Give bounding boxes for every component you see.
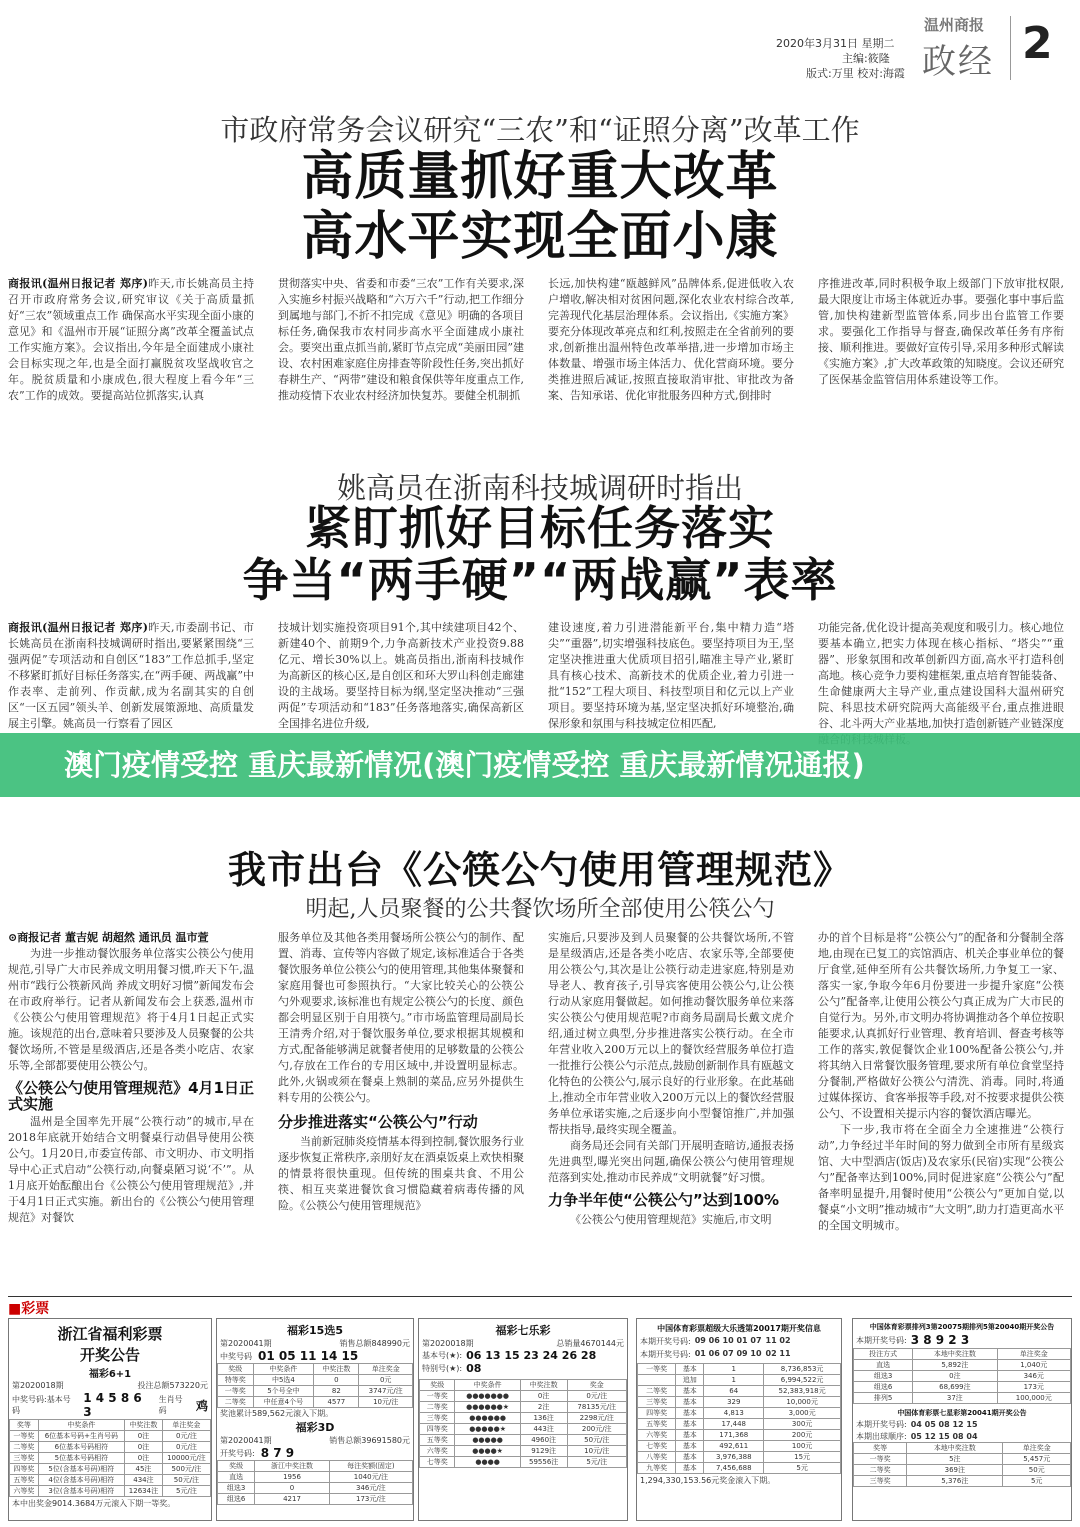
table-row: 六等奖 ●●●●★ 9129注 10元/注	[420, 1446, 627, 1457]
box5-follow2: 05 12 15 08 04	[910, 1432, 978, 1441]
box1-th: 单注奖金	[162, 1420, 210, 1431]
box4-title: 中国体育彩票超级大乐透第20017期开奖信息	[657, 1324, 821, 1333]
table-row: 组选6 4217 173元/注	[218, 1494, 413, 1505]
box5-numbers: 3 8 9 2 3	[910, 1333, 970, 1347]
article2-column-3: 建设速度,着力引进潜能新平台,集中精力造“塔尖”“重器”,切实增强科技底色。要坚持项目为王,坚定坚决推进重大优质项目招引,瞄准主导产业,紧盯具有核心技术、高新技术的优质企业,着力引进一批“152”工程大项目、科技型项目和亿元以上产业项目。要坚持环境为基,坚定坚决抓好环境整治,确保形象和氛围与科技城定位相匹配,	[548, 621, 794, 730]
article3-text-1a: 为进一步推动餐饮服务单位落实公筷公勺使用规范,引导广大市民养成文明用餐习惯,昨天下午,温州市“践行公筷新风尚 养成文明好习惯”新闻发布会在市政府举行。记者从新闻发布会上获悉,温州市《公筷公勺使用管理规范》将于4月1日起正式实施。该规范的出台,意味着只要涉及人员聚餐的公共餐饮场所,不管是星级酒店,还是各类小吃店、农家乐等,全部都要使用公筷公勺。	[8, 947, 254, 1072]
table-row: 一等奖 5注 5,457元	[854, 1454, 1071, 1465]
box5-numbers-label: 本期开奖号码:	[856, 1335, 907, 1345]
lottery-section-label: ■彩票	[8, 1301, 50, 1317]
editor-credit: 主编:筱隆	[842, 52, 890, 65]
table-row: 直选 5,892注 1,040元	[854, 1360, 1071, 1371]
box1-footer: 本中出奖金9014.3684万元滚入下期一等奖。	[12, 1499, 176, 1508]
table-row: 四等奖 5位(含基本号码)相符 45注 500元/注	[10, 1464, 211, 1475]
box5-title2: 中国体育彩票七星彩第20041期开奖公告	[897, 1409, 1027, 1417]
box1-basic-label: 中奖号码:基本号码	[12, 1395, 71, 1415]
box5-numbers2: 04 05 08 12 15	[910, 1420, 978, 1429]
table-row: 三等奖 基本 329 10,000元	[638, 1397, 841, 1408]
table-row: 五等奖 ●●●●● 4960注 50元/注	[420, 1435, 627, 1446]
article3-column-1	[8, 930, 254, 1275]
box2-table2: 奖级 浙江中奖注数 每注奖额(固定) 直选 1956 1040元/注 组选3 0 346元/注 组选6 4217 173元/注	[217, 1460, 413, 1505]
article3-subhead-3: 力争半年使“公筷公勺”达到100%	[548, 1191, 780, 1209]
table-row: 二等奖 369注 50元	[854, 1465, 1071, 1476]
table-row: 二等奖 基本 64 52,383,918元	[638, 1386, 841, 1397]
box2-numbers: 01 05 11 14 15	[258, 1349, 359, 1363]
table-row: 七等奖 ●●●● 59556注 5元/注	[420, 1457, 627, 1468]
box1-zodiac-label: 生肖号码	[158, 1395, 183, 1415]
box2-numbers2: 8 7 9	[260, 1446, 295, 1460]
article3-text-3b: 商务局还会同有关部门开展明查暗访,通报表扬先进典型,曝光突出问题,确保公筷公勺使用管理规范落到实处,推动市民养成“文明就餐”好习惯。	[548, 1139, 794, 1184]
box1-sales: 投注总额573220元	[137, 1381, 208, 1390]
table-row: 追加 1 6,994,522元	[638, 1375, 841, 1386]
lottery-box-pl3-qxc	[852, 1318, 1072, 1521]
masthead-divider	[1010, 16, 1011, 80]
box4-front-label: 本期开奖号码:	[640, 1337, 691, 1346]
table-row: 八等奖 基本 3,976,388 15元	[638, 1452, 841, 1463]
box4-table	[637, 1363, 841, 1474]
box3-numbers: 06 13 15 23 24 26 28	[466, 1349, 597, 1362]
table-row: 一等奖 基本 1 8,736,853元	[638, 1364, 841, 1375]
article1-column-1	[8, 276, 254, 426]
article3-subhead-2: 分步推进落实“公筷公勺”行动	[278, 1113, 478, 1131]
article2-text-1: 昨天,市委副书记、市长姚高员在浙南科技城调研时指出,要紧紧围绕“三强两促”专项活动和自创区“183”工作总抓手,坚定不移紧盯抓好目标任务落实,在“两手硬、两战赢”中作表率、走前列、作贡献,成为名副其实的自创区“一区五园”领头羊、创新发展策源地、高质量发展主引擎。姚高员一行察看了园区	[8, 621, 254, 730]
article1-headline-line1: 高质量抓好重大改革	[301, 147, 779, 207]
box5-table: 投注方式 本地中奖注数 单注奖金 直选 5,892注 1,040元 组选3 0注 346元 组选6 68,699注 173元 排列5 37注 100,000元	[853, 1348, 1071, 1404]
box3-table: 奖级 中奖条件 中奖注数 奖金 一等奖 ●●●●●●● 0注 0元/注 二等奖 ●●●●●●★ 2注 78135元/注 三等奖 ●●●●●● 136注 2298元/注 四等奖 ●●●●●★ 443注 200元/注 五等奖 ●●●●● 4960注 50元/注 六等奖 ●●●●★ 9129注 10元/注 七等奖 ●●●● 59556注 5元/注	[419, 1379, 627, 1468]
article3-byline: ⊙商报记者 董吉妮 胡超然 通讯员 温市萱	[8, 931, 209, 944]
box4-back: 11 02	[765, 1336, 791, 1345]
article3-text-3c: 《公筷公勺使用管理规范》实施后,市文明	[570, 1213, 772, 1226]
table-row: 直选 1956 1040元/注	[218, 1472, 413, 1483]
article3-column-2	[278, 930, 524, 1275]
box2-numbers-label: 中奖号码	[220, 1351, 252, 1361]
overlay-title-banner[interactable]: 澳门疫情受控 重庆最新情况(澳门疫情受控 重庆最新情况通报)	[0, 733, 1080, 797]
box2-period2: 第2020041期	[220, 1436, 272, 1445]
table-row: 九等奖 基本 7,456,688 5元	[638, 1463, 841, 1474]
article2-headline-line2: 争当“两手硬”“两战赢”表率	[242, 553, 838, 607]
table-row: 五等奖 基本 17,448 300元	[638, 1419, 841, 1430]
article1-headline-line2: 高水平实现全面小康	[301, 207, 779, 267]
box1-table	[9, 1419, 211, 1497]
box2-title2: 福彩3D	[295, 1421, 335, 1434]
article3-subtitle: 明起,人员聚餐的公共餐饮场所全部使用公筷公勺	[305, 897, 775, 922]
box3-title: 福彩七乐彩	[495, 1324, 551, 1337]
article3-text-1b: 温州是全国率先开展“公筷行动”的城市,早在2018年底就开始结合文明餐桌行动倡导使用公筷公勺。1月20日,市委宣传部、市文明办、市文明指导中心正式启动“公筷行动,向餐桌陋习说‘不’”。从1月底开始酝酿出台《公筷公勺使用管理规范》,并于4月1日正式实施。新出台的《公筷公勺使用管理规范》对餐饮	[8, 1115, 254, 1224]
article1-column-3: 长远,加快构建“瓯越鲜风”品牌体系,促进低收入农户增收,解决相对贫困问题,深化农业农村综合改革,完善现代化基层治理体系。会议指出,《实施方案》要充分体现改革亮点和红利,按照走在全省前列的要求,创新推出温州特色改革举措,进一步增加市场主体数量、增强市场主体活力、优化营商环境。要分类推进照后减证,按照直接取消审批、审批改为备案、告知承诺、优化审批服务四种方式,倒排时	[548, 277, 794, 402]
article2-kicker: 姚高员在浙南科技城调研时指出	[336, 471, 743, 505]
box1-title2: 开奖公告	[79, 1346, 140, 1364]
article3-text-3a: 实施后,只要涉及到人员聚餐的公共餐饮场所,不管是星级酒店,还是各类小吃店、农家乐等,全部要使用公筷公勺,其次是让公筷行动走进家庭,特别是劝导老人、教育孩子,引导宾客使用公筷公勺,让公筷行动从家庭用餐做起。如何推动餐饮服务单位来落实公筷公勺使用规范呢?市商务局副局长戴文虎介绍,通过树立典型,分步推进落实公筷行动。在全市年营业收入200万元以上的餐饮经营服务单位打造一批推行公筷公勺示范点,鼓励创新制作具有瓯越文化特色的公筷公勺,展示良好的行业形象。在此基础上,推动全市年营业收入200万元以上的餐饮经营服务单位承诺实施,之后逐步向小型餐馆推广,并加强帮扶指导,最终实现全覆盖。	[548, 931, 794, 1136]
lottery-box-qlc	[418, 1318, 628, 1521]
table-row: 三等奖 ●●●●●● 136注 2298元/注	[420, 1413, 627, 1424]
box1-period: 第2020018期	[12, 1381, 64, 1390]
paper-name: 温州商报	[924, 16, 985, 34]
article1-byline: 商报讯(温州日报记者 郑序)	[8, 277, 148, 290]
article3-subhead-1: 《公筷公勺使用管理规范》4月1日正式实施	[8, 1079, 254, 1113]
table-row: 六等奖 基本 171,368 200元	[638, 1430, 841, 1441]
box4-follow-back: 02 11	[765, 1349, 791, 1358]
box1-th: 中奖注数	[125, 1420, 163, 1431]
article3-column-3	[548, 930, 794, 1275]
article3-text-2b: 当前新冠肺炎疫情基本得到控制,餐饮服务行业逐步恢复正常秩序,亲朋好友在酒桌饭桌上欢快相聚的情景将很快重现。但传统的围桌共食、不用公筷、相互夹菜进餐饮食习惯隐藏着病毒传播的风险。《公筷公勺使用管理规范》	[278, 1135, 524, 1212]
lottery-box-dlt	[636, 1318, 842, 1521]
box1-numbers: 1 4 5 8 6 3	[83, 1391, 142, 1419]
section-name: 政经	[922, 42, 994, 82]
layout-credit: 版式:万里 校对:海霞	[806, 67, 905, 80]
box3-basic-label: 基本号(★):	[422, 1351, 463, 1360]
article2-column-2: 技城计划实施投资项目91个,其中续建项目42个、新建40个、前期9个,力争高新技术产业投资9.88亿元、增长30%以上。姚高员指出,浙南科技城作为高新区的核心区,是自创区和环大罗山科创走廊建设的主战场。要坚持目标为纲,坚定坚决推动“三强两促”专项活动和“183”任务落地落实,确保高新区全国排名进位升级,	[278, 621, 524, 730]
box1-game: 福彩6+1	[88, 1369, 132, 1380]
table-row: 一等奖 6位基本号码+生肖号码 0注 0元/注	[10, 1431, 211, 1442]
box2-sales2: 销售总额39691580元	[329, 1436, 410, 1445]
table-row: 三等奖 5,376注 5元	[854, 1476, 1071, 1487]
box4-follow-label: 本期开奖号码:	[640, 1350, 691, 1359]
page-number: 2	[1022, 18, 1053, 69]
table-row: 四等奖 基本 4,813 3,000元	[638, 1408, 841, 1419]
box2-title: 福彩15选5	[287, 1324, 343, 1337]
table-row: 组选3 0注 346元	[854, 1371, 1071, 1382]
box4-follow: 01 06 07 09 10	[694, 1349, 762, 1358]
box3-sales: 总销量4670144元	[556, 1339, 624, 1348]
article1-column-2: 贯彻落实中央、省委和市委“三农”工作有关要求,深入实施乡村振兴战略和“六万六千”行动,把工作细分到属地与部门,不折不扣完成《意见》明确的各项目标任务,确保我市农村同步高水平全面建成小康社会。要突出重点抓当前,紧盯节点完成“美丽田园”建设、农村困难家庭住房排查等阶段性任务,突出抓好春耕生产、“两带”建设和粮食保供等年度重点工作,推动疫情下农业农村经济加快复苏。要健全机制抓	[278, 277, 524, 402]
lottery-box-fc61	[8, 1318, 212, 1521]
table-row: 一等奖 ●●●●●●● 0注 0元/注	[420, 1391, 627, 1402]
box4-front: 09 06 10 01 07	[694, 1336, 762, 1345]
table-row: 特等奖 中5选4 0 0元	[218, 1375, 413, 1386]
article3-headline: 我市出台《公筷公勺使用管理规范》	[227, 848, 852, 892]
table-row: 组选6 68,699注 173元	[854, 1382, 1071, 1393]
article2-headline-line1: 紧盯抓好目标任务落实	[305, 501, 775, 555]
lottery-box-fc15x5-3d	[216, 1318, 414, 1521]
article1-kicker: 市政府常务会议研究“三农”和“证照分离”改革工作	[220, 113, 860, 147]
table-row: 二等奖 中任意4个号 4577 10元/注	[218, 1397, 413, 1408]
table-row: 一等奖 5个号全中 82 3747元/注	[218, 1386, 413, 1397]
box2-sales: 销售总额848990元	[339, 1339, 410, 1348]
box3-special-label: 特别号(★):	[422, 1364, 463, 1373]
article2-column-4: 功能完备,优化设计提高美观度和吸引力。核心地位要基本确立,把实力体现在核心指标、“塔尖”“重器”、形象氛围和改革创新四方面,高水平打造科创高地。核心竞争力要构建框架,重点培育智能装备、生命健康两大主导产业,重点建设国科大温州研究院、科思技术研究院两大高能级平台,重点推进眼谷、北斗两大产业基地,加快打造创新链产业链深度	[818, 621, 1064, 730]
table-row: 组选3 0 346元/注	[218, 1483, 413, 1494]
table-row: 三等奖 5位基本号码相符 0注 10000元/注	[10, 1453, 211, 1464]
box1-zodiac: 鸡	[195, 1398, 208, 1413]
box3-special: 08	[466, 1362, 482, 1375]
table-row: 二等奖 ●●●●●●★ 2注 78135元/注	[420, 1402, 627, 1413]
box1-title1: 浙江省福利彩票	[57, 1325, 163, 1343]
table-row: 六等奖 3位(含基本号码)相符 12634注 5元/注	[10, 1486, 211, 1497]
article3-text-4b: 下一步,我市将在全面全力全速推进“公筷行动”,力争经过半年时间的努力做到全市所有星级宾馆、大中型酒店(饭店)及农家乐(民宿)实现“公筷公勺”配备率达到100%,同时促进家庭“公筷公勺”配备率明显提升,用餐时使用“公筷公勺”更加自觉,以餐桌“小文明”推动城市“大文明”,助力打造更高水平的全国文明城市。	[818, 1123, 1064, 1232]
table-row: 七等奖 基本 492,611 100元	[638, 1441, 841, 1452]
box4-footer: 1,294,330,153.56元奖金滚入下期。	[640, 1476, 776, 1485]
table-row: 二等奖 6位基本号码相符 0注 0元/注	[10, 1442, 211, 1453]
article3-text-2a: 服务单位及其他各类用餐场所公筷公勺的制作、配置、消毒、宣传等内容做了规定,该标准适合于各类餐饮服务单位公筷公勺的使用管理,其他集体聚餐和家庭用餐也可参照执行。“大家比较关心的公筷公勺外观要求,该标准也有规定公筷公勺的长度、颜色都会明显区别于自用筷勺。”市市场监管理局副局长王清秀介绍,对于餐饮服务单位,要求根据其规模和方式,配备能够满足就餐者使用的足够数量的公筷公勺,存放在工作台的专用区域中,并设置明显标志。此外,火锅或须在餐桌上熟制的菜品,应另外提供生料专用的公筷公勺。	[278, 931, 524, 1104]
article1-column-4: 序推进改革,同时积极争取上级部门下放审批权限,最大限度让市场主体就近办事。要强化事中事后监管,加快构建新型监管体系,同步出台监管工作要求。要强化工作指导与督查,确保改革任务有序衔接、顺利推进。要做好宣传引导,采用多种形式解读《实施方案》,扩大改革政策的知晓度。会议还研究了医保基金监管信用体系建设等工作。	[818, 277, 1064, 386]
box5-numbers2-label: 本期开奖号码:	[856, 1420, 907, 1429]
box1-th: 奖等	[10, 1420, 39, 1431]
article3-column-4	[818, 930, 1064, 1275]
article3-text-4a: 办的首个目标是将“公筷公勺”的配备和分餐制全落地,由现在已复工的宾馆酒店、机关企事业单位的餐厅食堂,延伸至所有公共餐饮场所,力争复工一家、落实一家,争取今年6月份要进一步提升家庭“公筷公勺”配备率,让使用公筷公勺真正成为广大市民的自觉行为。另外,市文明办将协调推动各个单位按职能要求,认真抓好行业管理、教育培训、督查考核等工作的落实,敦促餐饮企业100%配备公筷公勺,并将其纳入日常餐饮服务管理,要求所有单位食堂坚持分餐制,严格做好公筷公勺清洗、消毒。同时,将通过媒体探访、食客举报等手段,对不按要求提供公筷公勺、不设置相关提示内容的餐饮酒店曝光。	[818, 931, 1064, 1120]
box2-numbers2-label: 开奖号码:	[220, 1448, 255, 1458]
table-row: 四等奖 ●●●●●★ 443注 200元/注	[420, 1424, 627, 1435]
box5-title: 中国体育彩票排列3第20075期排列5第20040期开奖公告	[869, 1323, 1055, 1331]
lottery-rule	[8, 1296, 1072, 1297]
box5-follow2-label: 本期出球顺序:	[856, 1432, 907, 1441]
box5-table2: 奖等 本地中奖注数 单注奖金 一等奖 5注 5,457元 二等奖 369注 50元 三等奖 5,376注 5元	[853, 1442, 1071, 1487]
box2-table: 奖级 中奖条件 中奖注数 单注奖金 特等奖 中5选4 0 0元 一等奖 5个号全中 82 3747元/注 二等奖 中任意4个号 4577 10元/注	[217, 1363, 413, 1408]
table-row: 排列5 37注 100,000元	[854, 1393, 1071, 1404]
article1-text-1: 昨天,市长姚高员主持召开市政府常务会议,研究审议《关于高质量抓好“三农”领域重点工作 确保高水平实现全面小康的意见》和《温州市开展“证照分离”改革全覆盖试点工作实施方案》。会议指出,今年是全面建成小康社会目标实现之年,也是全面打赢脱贫攻坚战收官之年。脱贫质量和小康成色,很大程度上看今年“三农”工作的成效。要提高站位抓落实,认真	[8, 277, 254, 402]
article2-byline: 商报讯(温州日报记者 郑序)	[8, 621, 148, 634]
box2-period: 第2020041期	[220, 1339, 272, 1348]
box1-th: 中奖条件	[38, 1420, 124, 1431]
table-row: 五等奖 4位(含基本号码)相符 434注 50元/注	[10, 1475, 211, 1486]
box3-period: 第2020018期	[422, 1339, 474, 1348]
issue-date: 2020年3月31日 星期二	[776, 37, 895, 50]
box2-pool: 奖池累计589,562元滚入下期。	[220, 1409, 334, 1418]
